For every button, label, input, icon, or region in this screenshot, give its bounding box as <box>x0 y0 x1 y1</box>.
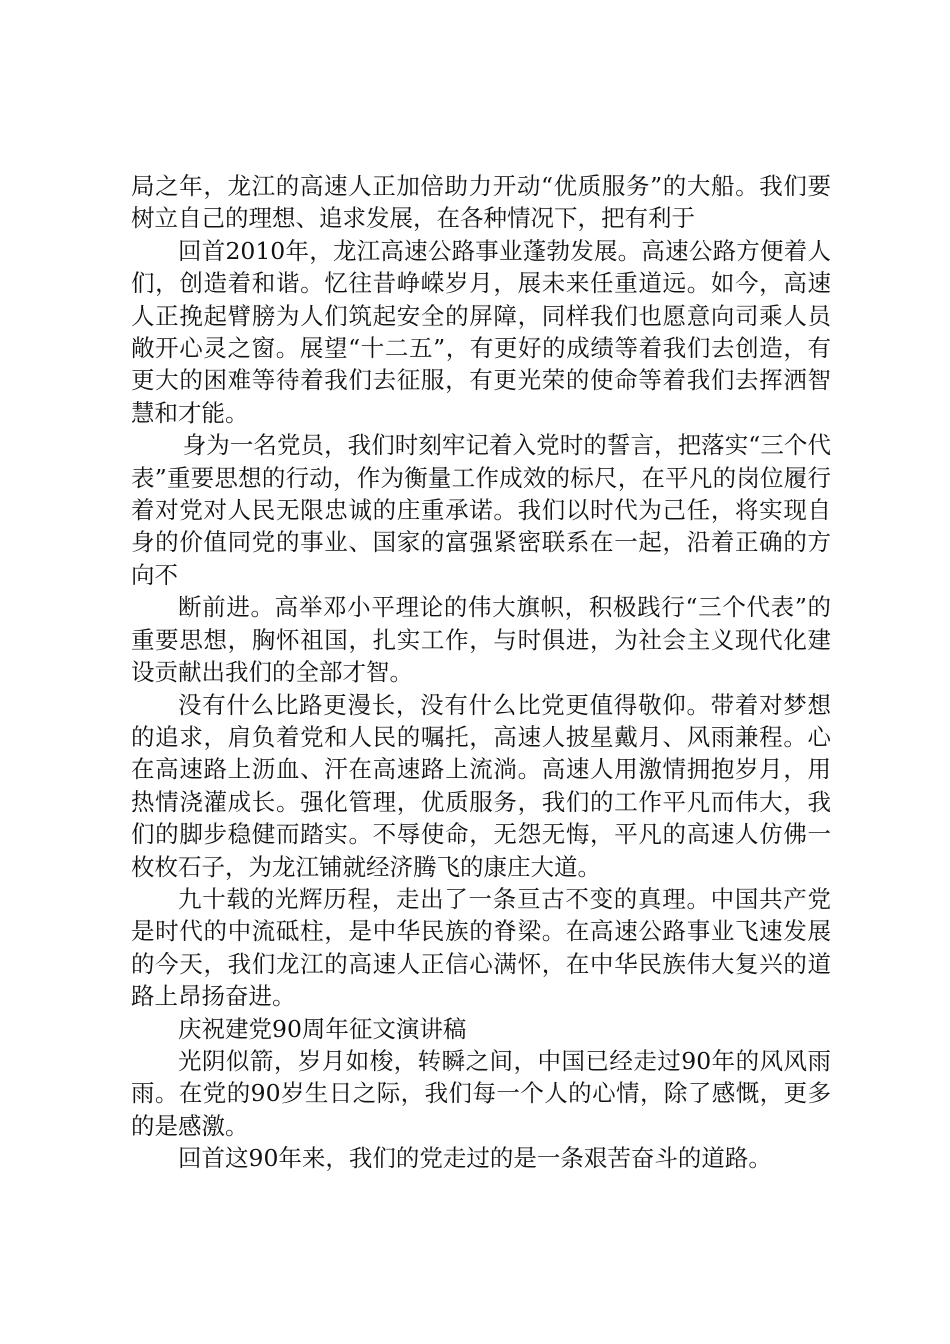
document-body <box>131 170 831 1175</box>
paragraph-4: 断前进。高举邓小平理论的伟大旗帜，积极践行“三个代表”的重要思想，胸怀祖国，扎实工作，与时俱进，为社会主义现代化建设贡献出我们的全部才智。 <box>131 593 831 687</box>
paragraph-3: 身为一名党员，我们时刻牢记着入党时的誓言，把落实“三个代表”重要思想的行动，作为衡量工作成效的标尺，在平凡的岗位履行着对党对人民无限忠诚的庄重承诺。我们以时代为己任，将实现自身的价值同党的事业、国家的富强紧密联系在一起，沿着正确的方向不 <box>131 431 831 589</box>
paragraph-5: 没有什么比路更漫长，没有什么比党更值得敬仰。带着对梦想的追求，肩负着党和人民的嘱托，高速人披星戴月、风雨兼程。心在高速路上沥血、汗在高速路上流淌。高速人用激情拥抱岁月，用热情浇灌成长。强化管理，优质服务，我们的工作平凡而伟大，我们的脚步稳健而踏实。不辱使命，无怨无悔，平凡的高速人仿佛一枚枚石子，为龙江铺就经济腾飞的康庄大道。 <box>131 690 831 881</box>
paragraph-1: 局之年，龙江的高速人正加倍助力开动“优质服务”的大船。我们要树立自己的理想、追求发展，在各种情况下，把有利于 <box>131 172 831 233</box>
section-title: 庆祝建党90周年征文演讲稿 <box>178 1014 467 1043</box>
paragraph-7: 光阴似箭，岁月如梭，转瞬之间，中国已经走过90年的风风雨雨。在党的90岁生日之际，我们每一个人的心情，除了感慨，更多的是感激。 <box>131 1046 831 1140</box>
paragraph-8: 回首这90年来，我们的党走过的是一条艰苦奋斗的道路。 <box>178 1144 772 1173</box>
paragraph-2: 回首2010年，龙江高速公路事业蓬勃发展。高速公路方便着人们，创造着和谐。忆往昔峥嵘岁月，展未来任重道远。如今，高速人正挽起臂膀为人们筑起安全的屏障，同样我们也愿意向司乘人员敞开心灵之窗。展望“十二五”，有更好的成绩等着我们去创造，有更大的困难等待着我们去征服，有更光荣的使命等着我们去挥洒智慧和才能。 <box>131 236 831 427</box>
paragraph-6: 九十载的光辉历程，走出了一条亘古不变的真理。中国共产党是时代的中流砥柱，是中华民族的脊梁。在高速公路事业飞速发展的今天，我们龙江的高速人正信心满怀，在中华民族伟大复兴的道路上昂扬奋进。 <box>131 884 831 1011</box>
